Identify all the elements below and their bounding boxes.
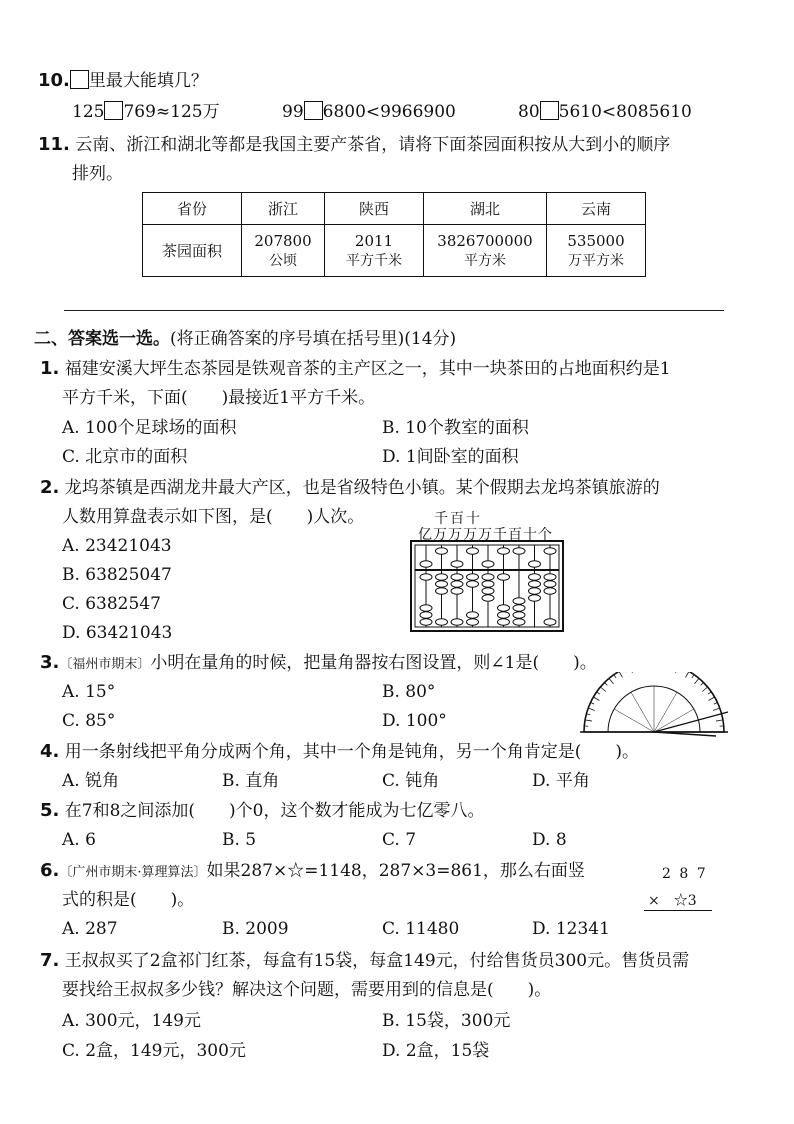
protractor-tick	[716, 720, 723, 721]
protractor-tick	[713, 708, 720, 710]
abacus-bead	[451, 581, 463, 587]
abacus-bead	[482, 581, 494, 587]
protractor-tick	[600, 687, 605, 691]
abacus-bead	[467, 548, 479, 554]
option-b[interactable]: B. 5	[222, 830, 257, 850]
abacus-bead	[498, 548, 510, 554]
abacus-bead	[482, 574, 494, 580]
abacus-bead	[482, 595, 494, 601]
abacus-bead	[451, 574, 463, 580]
question-7-line1: 7. 王叔叔买了2盒祁门红茶，每盒有15袋，每盒149元，付给售货员300元。售货员需	[40, 950, 690, 971]
abacus-bead	[544, 548, 556, 554]
option-b[interactable]: B. 80°	[382, 682, 436, 702]
question-5-line1: 5. 在7和8之间添加( )个0，这个数才能成为七亿零八。	[40, 800, 485, 821]
abacus-top-labels: 千百十	[434, 511, 482, 527]
table-header-cell: 湖北	[424, 193, 547, 225]
table-header-cell: 陕西	[325, 193, 424, 225]
protractor-tick	[597, 692, 600, 694]
section-divider	[64, 310, 724, 311]
protractor-tick	[593, 697, 599, 701]
protractor-tick	[701, 683, 704, 686]
abacus-bead	[498, 619, 510, 625]
protractor-figure	[578, 672, 730, 738]
abacus-bead	[451, 588, 463, 594]
option-a[interactable]: A. 6	[62, 830, 96, 850]
abacus-bead	[529, 595, 541, 601]
option-b[interactable]: B. 直角	[222, 771, 280, 791]
option-c[interactable]: C. 北京市的面积	[62, 447, 188, 467]
protractor-tick	[676, 672, 678, 673]
protractor-tick	[591, 702, 595, 704]
abacus-bead	[436, 581, 448, 587]
protractor-tick	[692, 675, 694, 678]
section-2-title: 二、答案选一选。(将正确答案的序号填在括号里)(14分)	[34, 329, 457, 349]
protractor-tick	[586, 714, 590, 715]
vertical-calc-bottom: × ☆3	[648, 893, 697, 909]
abacus-bead	[420, 561, 432, 567]
table-header-cell: 浙江	[242, 193, 325, 225]
question-2-line1: 2. 龙坞茶镇是西湖龙井最大产区，也是省级特色小镇。某个假期去龙坞茶镇旅游的	[40, 477, 660, 498]
option-b[interactable]: B. 63825047	[62, 565, 172, 585]
abacus-labels: 亿万万万万千百十个	[418, 527, 553, 543]
option-b[interactable]: B. 15袋，300元	[382, 1011, 511, 1031]
q10-item-1: 125 769≈125万	[72, 102, 220, 122]
abacus-bead	[498, 612, 510, 618]
question-6-line2: 式的积是( )。	[62, 890, 195, 910]
protractor-spoke	[631, 692, 654, 732]
abacus-bead	[467, 619, 479, 625]
protractor-tick	[714, 702, 718, 704]
abacus-bead	[436, 619, 448, 625]
option-a[interactable]: A. 100个足球场的面积	[62, 418, 237, 438]
abacus-bead	[467, 612, 479, 618]
question-6-line1: 6.〔广州市期末·算理算法〕如果287×☆=1148，287×3=861，那么右面竖	[40, 860, 585, 881]
table-header-cell: 云南	[547, 193, 646, 225]
answer-box[interactable]	[540, 101, 559, 120]
protractor-tick	[708, 692, 711, 694]
answer-box[interactable]	[70, 70, 89, 89]
abacus-bead	[451, 561, 463, 567]
abacus-bead	[544, 581, 556, 587]
option-a[interactable]: A. 锐角	[62, 771, 120, 791]
abacus-bead	[482, 588, 494, 594]
abacus-bead	[513, 548, 525, 554]
option-c[interactable]: C. 钝角	[382, 771, 440, 791]
abacus-bead	[498, 574, 510, 580]
abacus-bead	[482, 561, 494, 567]
protractor-tick	[694, 678, 698, 683]
abacus-figure	[410, 540, 564, 632]
option-b[interactable]: B. 10个教室的面积	[382, 418, 529, 438]
abacus-bead	[529, 588, 541, 594]
abacus-bead	[529, 581, 541, 587]
q10-item-3: 80 5610<8085610	[518, 102, 692, 122]
table-cell: 535000 万平方米	[547, 225, 646, 277]
abacus-bead	[436, 574, 448, 580]
abacus-bead	[529, 561, 541, 567]
question-7-line2: 要找给王叔叔多少钱？解决这个问题，需要用到的信息是( )。	[62, 980, 552, 1000]
table-cell: 3826700000 平方米	[424, 225, 547, 277]
question-11-line2: 排列。	[72, 164, 123, 184]
abacus-bead	[436, 548, 448, 554]
vertical-calc-line	[644, 910, 712, 911]
table-header-row	[143, 193, 646, 225]
option-d[interactable]: D. 12341	[532, 919, 610, 939]
abacus-bead	[529, 574, 541, 580]
option-d[interactable]: D. 1间卧室的面积	[382, 447, 519, 467]
protractor-tick	[619, 672, 623, 677]
abacus-bead	[513, 619, 525, 625]
option-c[interactable]: C. 85°	[62, 711, 116, 731]
abacus-bead	[467, 574, 479, 580]
option-c[interactable]: C. 6382547	[62, 594, 161, 614]
abacus-bead	[544, 574, 556, 580]
vertical-calc-top: 2 8 7	[662, 866, 708, 882]
q10-item-2: 99 6800<9966900	[282, 102, 456, 122]
protractor-tick	[605, 683, 608, 686]
option-c[interactable]: C. 7	[382, 830, 417, 850]
abacus-bead	[420, 612, 432, 618]
tea-garden-table	[142, 192, 646, 277]
table-cell: 2011 平方千米	[325, 225, 424, 277]
abacus-bead	[513, 605, 525, 611]
table-row-label: 茶园面积	[143, 225, 242, 277]
abacus-bead	[513, 598, 525, 604]
protractor-tick	[609, 678, 613, 683]
question-1-line2: 平方千米，下面( )最接近1平方千米。	[62, 388, 376, 408]
question-1-line1: 1. 福建安溪大坪生态茶园是铁观音茶的主产区之一，其中一块茶田的占地面积约是1	[40, 358, 671, 379]
protractor-tick	[702, 687, 707, 691]
option-a[interactable]: A. 300元，149元	[62, 1011, 201, 1031]
option-d[interactable]: D. 100°	[382, 711, 447, 731]
option-a[interactable]: A. 287	[62, 919, 118, 939]
abacus-bead	[544, 588, 556, 594]
question-3-line1: 3.〔福州市期末〕小明在量角的时候，把量角器按右图设置，则∠1是( )。	[40, 652, 597, 673]
option-d[interactable]: D. 63421043	[62, 623, 173, 643]
option-a[interactable]: A. 15°	[62, 682, 116, 702]
protractor-spoke	[654, 709, 694, 732]
table-cell: 207800 公顷	[242, 225, 325, 277]
abacus-bead	[436, 588, 448, 594]
abacus-bead	[420, 605, 432, 611]
table-header-cell: 省份	[143, 193, 242, 225]
option-d[interactable]: D. 2盒，15袋	[382, 1041, 490, 1061]
option-b[interactable]: B. 2009	[222, 919, 289, 939]
protractor-spoke	[614, 709, 654, 732]
protractor-tick	[686, 672, 690, 677]
protractor-tick	[585, 720, 592, 721]
abacus-bead	[544, 619, 556, 625]
option-c[interactable]: C. 11480	[382, 919, 460, 939]
protractor-tick	[588, 708, 595, 710]
answer-box[interactable]	[304, 101, 323, 120]
table-row	[143, 225, 646, 277]
question-4-line1: 4. 用一条射线把平角分成两个角，其中一个角是钝角，另一个角肯定是( )。	[40, 741, 640, 762]
protractor-tick	[614, 675, 616, 678]
option-c[interactable]: C. 2盒，149元，300元	[62, 1041, 246, 1061]
abacus-bead	[513, 612, 525, 618]
question-10-title: 10. 里最大能填几？	[38, 70, 208, 91]
option-a[interactable]: A. 23421043	[62, 536, 172, 556]
abacus-bead	[420, 619, 432, 625]
option-d[interactable]: D. 平角	[532, 771, 590, 791]
question-11-line1: 11. 云南、浙江和湖北等都是我国主要产茶省，请将下面茶园面积按从大到小的顺序	[38, 134, 671, 155]
abacus-bead	[467, 581, 479, 587]
abacus-bead	[498, 605, 510, 611]
protractor-tick	[630, 672, 632, 673]
abacus-bead	[420, 574, 432, 580]
abacus-bead	[451, 619, 463, 625]
protractor-tick	[709, 697, 715, 701]
answer-box[interactable]	[104, 101, 123, 120]
question-2-line2: 人数用算盘表示如下图，是( )人次。	[62, 507, 365, 527]
option-d[interactable]: D. 8	[532, 830, 567, 850]
